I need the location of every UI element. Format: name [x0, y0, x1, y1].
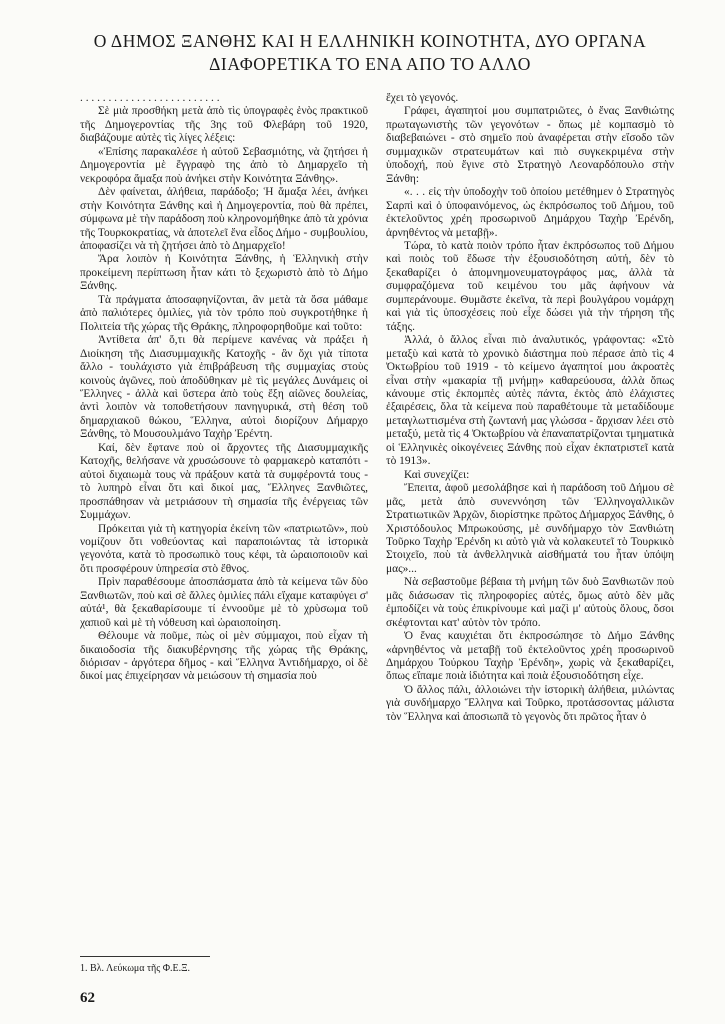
article-title — [40, 30, 700, 76]
page-number: 62 — [80, 990, 95, 1006]
right-column — [386, 92, 674, 724]
paragraph: Καί, δὲν ἔφτανε ποὺ οἱ ἄρχοντες τῆς Διασυμμαχικῆς Κατοχῆς, θελήσανε νὰ χρυσώσουνε τὸ φαρμακερὸ καταπότι - αὐτοὶ διχαιωμὰ τους νὰ πράξουν κατὰ τὰ συμφέροντά τους - τὸ λυπηρὸ εἶναι ὅτι καὶ δικοί μας, Ἕλληνες Ξανθιῶτες, προσπάθησαν νὰ μετριάσουν τὴ σημασία τῆς ἐνέργειας τῶν Συμμάχων. — [80, 441, 368, 522]
paragraph: ἔχει τὸ γεγονός. — [386, 92, 459, 104]
left-column — [80, 92, 368, 684]
paragraph: Ἀντίθετα ἀπ' ὅ,τι θὰ περίμενε κανένας νὰ πράξει ἡ Διοίκηση τῆς Διασυμμαχικῆς Κατοχῆς - ἂν ὄχι γιὰ τίποτα ἄλλο - τουλάχιστο γιὰ ἐπιβράβευση τῆς συμμαχίας στοὺς κοινοὺς ἀγῶνες, ποὺ ἀποδὐθηκαν μὲ τὶς μεγάλες Δυνάμεις οἱ Ἕλληνες - ἀλλὰ καὶ ὕστερα ἀπὸ τοὺς ἔξη αἰῶνες δουλείας, ἀντὶ λοιπὸν νὰ τοποθετήσουν πανηγυρικά, στὴ θέση τοῦ δημαρχιακοῦ θώκου, Ἕλληνα, αὐτοὶ διορίζουν Δήμαρχο Ξάνθης, τὸ Μουσουλμάνο Ταχὴρ Ἐρέντη. — [80, 334, 368, 441]
footnote: 1. Βλ. Λεύκωμα τῆς Φ.Ε.Ξ. — [80, 963, 191, 974]
paragraph: Πρὶν παραθέσουμε ἀποσπάσματα ἀπὸ τὰ κείμενα τῶν δὺο Ξανθιωτῶν, ποὺ καὶ σὲ ἄλλες ὁμιλίες πάλι εἴχαμε καταφύγει σ' αὐτά¹, θὰ ξεκαθαρίσουμε τί ἐννοοῦμε μὲ τὸ χρὺσωμα τοῦ χαπιοῦ καὶ μὲ τὴ νόθευση καὶ ὡραιοποίηση. — [80, 576, 368, 629]
paragraph: Ὁ ἕνας καυχιέται ὅτι ἐκπροσώπησε τὸ Δήμο Ξάνθης «ἀρνηθέντος νὰ μεταβῇ τοῦ ἐκτελοῦντος χρέη προσωρινοῦ Δημάρχου Τούρκου Ταχὴρ Ἐρένδη», χωρὶς νὰ ξεκαθαρίζει, ὅπως εἴπαμε ποιὰ ἰδιότητα καὶ ποιὰ ἐξουσιοδότηση εἶχε. — [386, 630, 674, 683]
paragraph: Θέλουμε νὰ ποῦμε, πὼς οἱ μὲν σύμμαχοι, ποὺ εἶχαν τὴ δικαιοδοσία τῆς διακυβέρνησης τῆς χώρας τῆς Θράκης, διόρισαν - ἀργότερα δῆμος - καὶ Ἕλληνα Ἀντιδήμαρχο, οἱ δὲ δικοί μας ἐπιχείρησαν νὰ μειώσουν τὴ σημασία ποὺ — [80, 630, 368, 683]
paragraph: . . . . . . . . . . . . . . . . . . . . . . . . . — [80, 92, 220, 104]
paragraph: Ὁ ἄλλος πάλι, ἀλλοιώνει τὴν ἱστορικὴ ἀλήθεια, μιλώντας γιὰ συνδήμαρχο Ἕλληνα καὶ Τοῦρκο, προτάσσοντας μάλιστα τὸν Ἕλληνα καὶ ἀποσιωπᾶ τὸ γεγονὸς ὅτι πρῶτος ἦταν ὁ — [386, 683, 674, 723]
paragraph: Γράφει, ἀγαπητοί μου συμπατριῶτες, ὁ ἕνας Ξανθιώτης πρωταγωνιστὴς τῶν γεγονότων - ὅπως μὲ κομπασμὸ τὸ διαβεβαιώνει - στὸ σημεῖο ποὺ ἀναφέρεται στὴν εἴσοδο τῶν συμμαχικῶν στρατευμάτων καὶ πιὸ συγκεκριμένα στὴν ὑποδοχή, ποὺ ἔγινε στὸ Στρατηγὸ Λεοναρδόπουλο στὴν Ξάνθη: — [386, 105, 674, 185]
paragraph: Ἀλλά, ὁ ἄλλος εἶναι πιὸ ἀναλυτικός, γράφοντας: «Στὸ μεταξὺ καὶ κατὰ τὸ χρονικὸ διάστημα ποὺ πέρασε ἀπὸ τὶς 4 Ὀκτωβρίου τοῦ 1919 - τὸ κείμενο ἀγαπητοί μου ἀκροατὲς εἶναι στὴν «μακαρία τῇ μνήμῃ» καθαρεύουσα, ἀλλὰ ὅπως κάνουμε στὶς ἐκπομπὲς αὐτὲς πάντα, ἐκτὸς ἀπὸ ἐλάχιστες ἐξαιρέσεις, ὅλα τὰ κείμενα ποὺ παραθέτουμε τὰ μεταδίδουμε μεταγλωττισμένα στὴ ζωντανή μας γλώσσα - ἄρχισαν λέει στὸ μεταξύ, μετὰ τὶς 4 Ὀκτωβρίου νὰ ἐπαναπατρίζονται τμηματικὰ οἱ Ἑλληνικὲς οἰκογένειες Ξάνθης ποὺ εἶχαν ἐκπατριστεῖ κατὰ τὸ 1913». — [386, 334, 674, 468]
article-title-line-1: Ο ΔΗΜΟΣ ΞΑΝΘΗΣ ΚΑΙ Η ΕΛΛΗΝΙΚΗ ΚΟΙΝΟΤΗΤΑ, ΔΥΟ ΟΡΓΑΝΑ — [93, 31, 647, 51]
paragraph: Σὲ μιὰ προσθήκη μετὰ ἀπὸ τὶς ὑπογραφὲς ἑνὸς πρακτικοῦ τῆς Δημογεροντίας τῆς 3ης τοῦ Φλεβάρη τοῦ 1920, διαβάζουμε αὐτὲς τὶς λίγες λέξεις: — [80, 105, 368, 145]
paragraph: «Ἐπίσης παρακαλέσε ἡ αὐτοῦ Σεβασμιότης, νὰ ζητήσει ἡ Δημογεροντία μὲ ἔγγραφὸ της ἀπὸ τὸ Δημαρχεῖο τὴ νεκροφόρα ἅμαξα ποὺ ἀνήκει στὴν Κοινότητα Ξάνθης». — [80, 145, 368, 185]
paragraph: Νὰ σεβαστοῦμε βέβαια τὴ μνήμη τῶν δυὸ Ξανθιωτῶν ποὺ μᾶς διάσωσαν τὶς πληροφορίες αὐτές, ὅμως αὐτὸ δὲν μᾶς ἐμποδίζει νὰ τοὺς ἐπικρίνουμε καὶ μαζὶ μ' αὐτοὺς ὅλους, ὅσοι σκέφτονται κατ' αὐτὸν τὸν τρόπο. — [386, 576, 674, 629]
paragraph: Δὲν φαίνεται, ἀλήθεια, παράδοξο; Ἡ ἅμαξα λέει, ἀνήκει στὴν Κοινότητα Ξάνθης καὶ ἡ Δημογεροντία, ποὺ θὰ πρέπει, σύμφωνα μὲ τὴν παράδοση ποὺ κληρονομήθηκε ἀπὸ τὰ χρόνια τῆς Τουρκοκρατίας, νὰ ἀποτελεῖ ἕνα εἶδος Δήμο - συμβουλίου, ἀποφασίζει νὰ τὴ ζητήσει ἀπὸ τὸ Δημαρχεῖο! — [80, 186, 368, 252]
paragraph: Ἔπειτα, ἀφοῦ μεσολάβησε καὶ ἡ παράδοση τοῦ Δήμου σὲ μᾶς, μετὰ ἀπὸ συνεννόηση τῶν Ἑλληνογαλλικῶν Στρατιωτικῶν Ἀρχῶν, διορίστηκε πρῶτος Δήμαρχος Ξάνθης, ὁ Χριστόδουλος Μπρωκούσης, μὲ συνδήμαρχο τὸν Ξανθιώτη Τοῦρκο Ταχὴρ Ἐρένδη κι αὐτὸ γιὰ νὰ κολακευτεῖ τὸ Τουρκικὸ Στοιχεῖο, ποὺ τὰ ἀνθελληνικὰ αἰσθήματά του ἦταν ὑπόψη μας»... — [386, 482, 674, 575]
paragraph: Τὰ πράγματα ἀποσαφηνίζονται, ἂν μετὰ τὰ ὅσα μάθαμε ἀπὸ παλιότερες ὁμιλίες, γιὰ τὸν τρόπο ποὺ συγκροτήθηκε ἡ Πολιτεία τῆς χώρας τῆς Θράκης, πληροφορηθοῦμε καὶ τοῦτο: — [80, 293, 368, 333]
footnote-divider — [80, 956, 210, 957]
paragraph: Πρόκειται γιὰ τὴ κατηγορία ἐκείνη τῶν «πατριωτῶν», ποὺ νομίζουν ὅτι νοθεύοντας καὶ παραποιώντας τὰ ἱστορικὰ γεγονότα, κατὰ τὸ προσωπικὸ τους κέφι, τὰ ὡραιοποιοῦν καὶ ὅτι προσφέρουν ὑπηρεσία στὸ ἔθνος. — [80, 522, 368, 575]
paragraph: Τώρα, τὸ κατὰ ποιὸν τρόπο ἦταν ἐκπρόσωπος τοῦ Δήμου καὶ ποιὸς τοῦ ἔδωσε τὴν ἐξουσιοδότηση αὐτή, δὲν τὸ ξεκαθαρίζει ὁ ἀπομνημονευματογράφος μας, ἀλλὰ τὰ συμφραζόμενα τοῦ κειμένου του μᾶς ἀφήνουν νὰ συμπεράνουμε. Θυμᾶστε ἐκεῖνα, τὰ περὶ βουλγάρου νομάρχη καὶ γιὰ τὶς ὑποσχέσεις ποὺ εἶχε δώσει γιὰ τὴν τήρηση τῆς τάξης. — [386, 239, 674, 333]
paragraph: Ἄρα λοιπὸν ἡ Κοινότητα Ξάνθης, ἡ Ἑλληνικὴ στὴν προκείμενη περίπτωση ἦταν κάτι τὸ ξεχωριστὸ ἀπὸ τὸ Δήμο Ξάνθης. — [80, 253, 368, 293]
paragraph: «. . . εἰς τὴν ὑποδοχὴν τοῦ ὁποίου μετέθημεν ὁ Στρατηγὸς Σαρπὶ καὶ ὁ ὑποφαινόμενος, ὡς ἐκπρόσωπος τοῦ Δήμου, τοῦ ἐκτελοῦντος χρέη προσωρινοῦ Δημάρχου Ταχὴρ Ἐρένδη, ἀρνηθέντος νὰ μεταβῇ». — [386, 186, 674, 239]
paragraph: Καὶ συνεχίζει: — [404, 468, 470, 481]
article-title-line-2: ΔΙΑΦΟΡΕΤΙΚΑ ΤΟ ΕΝΑ ΑΠΟ ΤΟ ΑΛΛΟ — [209, 54, 531, 74]
